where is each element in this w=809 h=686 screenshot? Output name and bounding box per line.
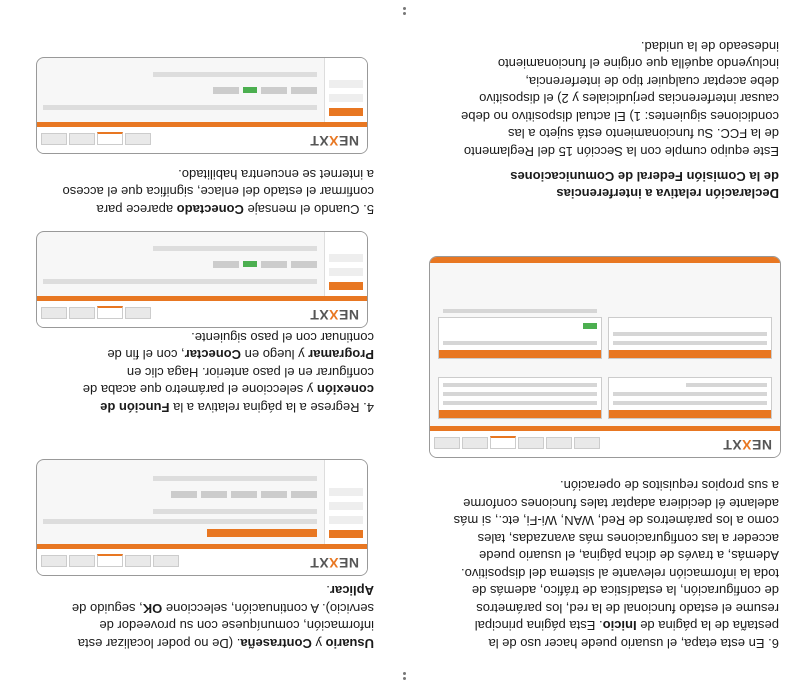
status-indicator [243,261,257,267]
page-fold [404,0,405,686]
tab [574,437,600,449]
fcc-line: causar interferencias perjudiciales y 2) el dispositivo [479,91,779,107]
nexxt-logo: NEXXT [309,555,359,571]
step6-paragraph [434,477,779,652]
router-footer [430,257,780,263]
router-tabs [434,436,600,449]
program-screenshot [36,231,368,328]
step4-paragraph [29,329,374,417]
step6-line: toda la información relevante al sistema del dispositivo. [461,566,779,581]
nexxt-logo: NEXXT [309,133,359,149]
router-header [37,122,367,153]
router-header [430,426,780,457]
step4-line: conexión y seleccione el parámetro que acaba de [82,382,374,398]
fcc-paragraph [434,38,779,161]
tab [462,437,488,449]
step6-line: como a los parámetros de Red, WAN, Wi-Fi, etc., si más [453,513,779,529]
router-content [43,64,317,115]
fcc-line: incluyendo aquélla que origine el funcionamiento [497,56,779,72]
fcc-line: condiciones siguientes: 1) El actual dispositivo no debe [461,109,779,124]
step5-line: a internet se encuentra habilitado. [178,167,374,182]
tab-home-active [490,436,516,449]
fcc-heading-line: de la Comisión Federal de Comunicaciones [510,169,779,184]
nexxt-logo: NEXXT [309,307,359,323]
step6-line: pestaña de la página de Inicio. Esta página principal [474,618,779,634]
fcc-heading [434,168,779,202]
router-tabs [41,554,179,567]
step6-line: adelante él decidiera adaptar tales funciones conforme [463,496,779,511]
tab [546,437,572,449]
login-line: Aplicar. [326,583,374,599]
page-right [0,0,404,686]
tab [41,555,67,567]
step4-line: configurar en el paso anterior. Haga clic en [126,365,374,380]
tab [69,555,95,567]
step5-line: 5. Cuando el mensaje Conectado aparece para [96,202,374,217]
panel [608,377,772,419]
login-line: Usuario y Contraseña. (De no poder localizar esta [77,636,374,651]
router-sidebar [324,460,367,544]
router-content [43,238,317,289]
step4-line: Programar y luego en Conectar, con el fin de [107,347,374,363]
login-paragraph [29,582,374,652]
step6-line: Además, a través de dicha página, el usuario puede [479,548,779,564]
home-page-screenshot [429,256,781,458]
fcc-heading-line: Declaración relativa a interferencias [556,186,779,201]
tab [153,555,179,567]
step4-line: 4. Regrese a la página relativa a la Función de [100,400,374,415]
step6-line: acceder a las configuraciones más avanzadas, tales [477,531,779,546]
connected-screenshot [36,57,368,154]
step6-line: de configuración, la estadística de tráfico, además de [471,583,779,599]
fcc-line: indeseado de la unidad. [640,39,779,54]
tab [97,554,123,567]
fcc-line: debe aceptar cualquier tipo de interferencia, [525,74,779,89]
step6-line: resume el estado funcional de la red, los parámetros [476,601,779,616]
router-content [43,466,317,537]
panel [438,377,602,419]
fcc-line: Este equipo cumple con la Sección 15 del Reglamento [463,144,779,159]
step6-line: a sus propios requisitos de operación. [560,478,779,494]
step6-line: 6. En esta etapa, el usuario puede hacer uso de la [488,636,779,651]
login-line: información, comuníquese con su proveedor de [99,618,374,634]
panel [608,317,772,359]
tab [125,555,151,567]
tab [434,437,460,449]
step5-paragraph [29,166,374,219]
tab [518,437,544,449]
status-indicator [583,323,597,329]
step4-line: continuar con el paso siguiente. [191,330,374,345]
connected-indicator [243,87,257,93]
router-sidebar [324,58,367,122]
page-left [405,0,809,686]
step5-line: confirmar el estado del enlace, significa que el acceso [62,184,374,200]
router-header [37,296,367,327]
connection-function-screenshot [36,459,368,576]
router-header [37,544,367,575]
panel [438,317,602,359]
nexxt-logo: NEXXT [722,437,772,453]
home-panels [438,267,772,419]
login-line: servicio). A continuación, seleccione OK, seguido de [71,601,374,616]
router-sidebar [324,232,367,296]
fcc-line: de la FCC. Su funcionamiento está sujeto a las [508,126,779,142]
